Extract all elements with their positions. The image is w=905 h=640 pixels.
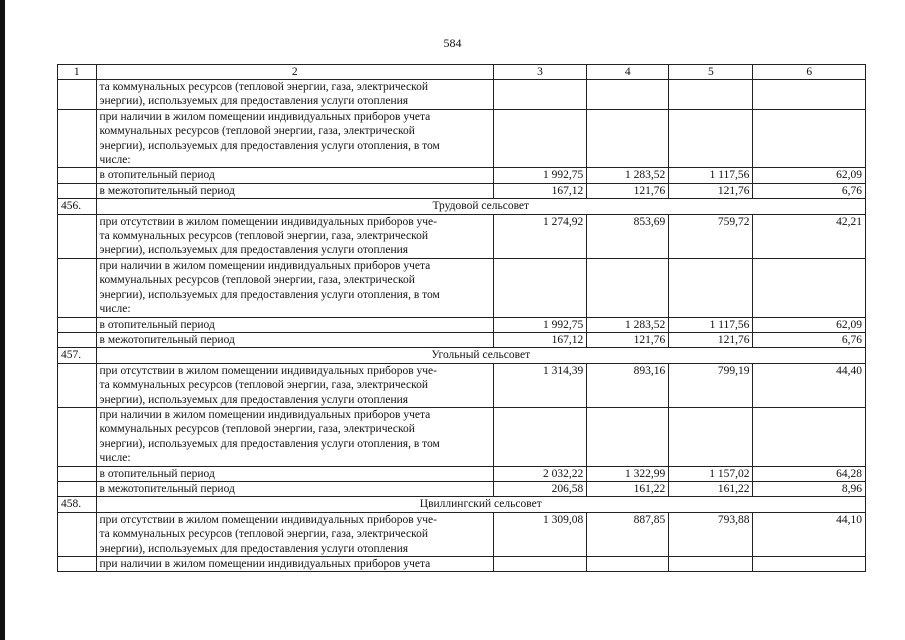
row-number-cell bbox=[58, 168, 97, 183]
value-col-3: 167,12 bbox=[493, 332, 586, 347]
value-col-4: 893,16 bbox=[587, 363, 669, 407]
value-col-6 bbox=[753, 109, 866, 168]
row-number-cell bbox=[58, 80, 97, 110]
description-line: та коммунальных ресурсов (тепловой энергии, газа, электрической bbox=[99, 230, 429, 243]
value-col-3: 1 309,08 bbox=[493, 512, 586, 556]
value-col-4 bbox=[587, 80, 669, 110]
row-number-cell bbox=[58, 317, 97, 332]
description-line: коммунальных ресурсов (тепловой энергии, газа, электрической bbox=[99, 274, 415, 287]
value-col-4: 1 322,99 bbox=[587, 466, 669, 481]
row-number-cell bbox=[58, 258, 97, 317]
row-number-cell bbox=[58, 466, 97, 481]
value-col-5 bbox=[669, 109, 753, 168]
value-col-3: 1 992,75 bbox=[493, 317, 586, 332]
table-row bbox=[58, 481, 866, 496]
section-name: Цвиллингский сельсовет bbox=[96, 497, 865, 512]
table-row bbox=[58, 332, 866, 347]
description-line: в отопительный период bbox=[99, 467, 215, 480]
description-line: энергии), используемых для предоставления услуги отопления bbox=[99, 95, 409, 108]
table-row bbox=[58, 363, 866, 407]
description-cell bbox=[96, 466, 493, 481]
description-line: та коммунальных ресурсов (тепловой энергии, газа, электрической bbox=[99, 528, 429, 541]
description-cell bbox=[96, 363, 493, 407]
description-cell bbox=[96, 183, 493, 198]
value-col-5: 121,76 bbox=[669, 332, 753, 347]
description-line: та коммунальных ресурсов (тепловой энергии, газа, электрической bbox=[99, 379, 429, 392]
value-col-3 bbox=[493, 80, 586, 110]
value-col-4: 1 283,52 bbox=[587, 168, 669, 183]
description-line: энергии), используемых для предоставления услуги отопления bbox=[99, 542, 409, 555]
value-col-6: 44,40 bbox=[753, 363, 866, 407]
value-col-3: 2 032,22 bbox=[493, 466, 586, 481]
column-header-4: 4 bbox=[587, 65, 669, 80]
value-col-6: 42,21 bbox=[753, 214, 866, 258]
section-row bbox=[58, 199, 866, 214]
value-col-5: 121,76 bbox=[669, 183, 753, 198]
page-edge-bar bbox=[0, 0, 5, 640]
value-col-6: 64,28 bbox=[753, 466, 866, 481]
value-col-4: 887,85 bbox=[587, 512, 669, 556]
description-line: энергии), используемых для предоставления услуги отопления bbox=[99, 244, 409, 257]
row-number-cell bbox=[58, 332, 97, 347]
description-cell bbox=[96, 317, 493, 332]
table-header-row bbox=[58, 65, 866, 80]
value-col-6: 8,96 bbox=[753, 481, 866, 496]
description-line: энергии), используемых для предоставления услуги отопления, в том bbox=[99, 139, 440, 152]
value-col-4: 1 283,52 bbox=[587, 317, 669, 332]
description-cell bbox=[96, 512, 493, 556]
value-col-3 bbox=[493, 407, 586, 466]
description-cell bbox=[96, 214, 493, 258]
description-line: числе: bbox=[99, 154, 131, 167]
description-line: при наличии в жилом помещении индивидуальных приборов учета bbox=[99, 110, 431, 123]
value-col-6: 62,09 bbox=[753, 317, 866, 332]
description-line: при наличии в жилом помещении индивидуальных приборов учета bbox=[99, 259, 431, 272]
description-cell bbox=[96, 481, 493, 496]
table-row bbox=[58, 168, 866, 183]
description-line: числе: bbox=[99, 452, 131, 465]
description-cell bbox=[96, 332, 493, 347]
value-col-3: 206,58 bbox=[493, 481, 586, 496]
table-row bbox=[58, 109, 866, 168]
value-col-6: 44,10 bbox=[753, 512, 866, 556]
tariff-table bbox=[57, 64, 866, 572]
value-col-5: 759,72 bbox=[669, 214, 753, 258]
description-cell bbox=[96, 557, 493, 572]
table-row bbox=[58, 183, 866, 198]
value-col-3 bbox=[493, 258, 586, 317]
value-col-6 bbox=[753, 258, 866, 317]
row-number-cell bbox=[58, 214, 97, 258]
value-col-4 bbox=[587, 109, 669, 168]
description-line: та коммунальных ресурсов (тепловой энергии, газа, электрической bbox=[99, 81, 429, 93]
description-line: энергии), используемых для предоставления услуги отопления bbox=[99, 393, 409, 406]
section-number: 458. bbox=[58, 497, 97, 512]
description-line: энергии), используемых для предоставления услуги отопления, в том bbox=[99, 288, 440, 301]
description-line: в межотопительный период bbox=[99, 482, 235, 495]
description-line: при отсутствии в жилом помещении индивидуальных приборов уче- bbox=[99, 513, 437, 526]
description-line: при отсутствии в жилом помещении индивидуальных приборов уче- bbox=[99, 215, 437, 228]
section-row bbox=[58, 497, 866, 512]
page-number: 584 bbox=[443, 36, 462, 50]
description-line: при наличии в жилом помещении индивидуальных приборов учета bbox=[99, 408, 431, 421]
value-col-3: 1 274,92 bbox=[493, 214, 586, 258]
value-col-5: 1 117,56 bbox=[669, 168, 753, 183]
description-line: в межотопительный период bbox=[99, 333, 235, 346]
column-header-5: 5 bbox=[669, 65, 753, 80]
description-line: при наличии в жилом помещении индивидуальных приборов учета bbox=[99, 558, 431, 570]
value-col-5 bbox=[669, 258, 753, 317]
value-col-3: 1 992,75 bbox=[493, 168, 586, 183]
value-col-3: 1 314,39 bbox=[493, 363, 586, 407]
description-line: в отопительный период bbox=[99, 169, 215, 182]
description-cell bbox=[96, 80, 493, 110]
description-line: коммунальных ресурсов (тепловой энергии, газа, электрической bbox=[99, 125, 415, 138]
value-col-4: 121,76 bbox=[587, 332, 669, 347]
table-row bbox=[58, 512, 866, 556]
description-line: числе: bbox=[99, 303, 131, 316]
table-row bbox=[58, 557, 866, 572]
table-row bbox=[58, 317, 866, 332]
description-cell bbox=[96, 109, 493, 168]
column-header-2: 2 bbox=[96, 65, 493, 80]
row-number-cell bbox=[58, 512, 97, 556]
section-number: 456. bbox=[58, 199, 97, 214]
row-number-cell bbox=[58, 183, 97, 198]
description-cell bbox=[96, 407, 493, 466]
section-name: Угольный сельсовет bbox=[96, 348, 865, 363]
table-row bbox=[58, 214, 866, 258]
row-number-cell bbox=[58, 407, 97, 466]
value-col-5: 799,19 bbox=[669, 363, 753, 407]
table-row bbox=[58, 258, 866, 317]
table-row bbox=[58, 407, 866, 466]
description-line: в отопительный период bbox=[99, 318, 215, 331]
value-col-5 bbox=[669, 557, 753, 572]
value-col-6: 6,76 bbox=[753, 332, 866, 347]
description-line: при отсутствии в жилом помещении индивидуальных приборов уче- bbox=[99, 364, 437, 377]
value-col-5 bbox=[669, 407, 753, 466]
value-col-6: 6,76 bbox=[753, 183, 866, 198]
description-cell bbox=[96, 168, 493, 183]
value-col-5: 161,22 bbox=[669, 481, 753, 496]
value-col-5: 793,88 bbox=[669, 512, 753, 556]
value-col-3 bbox=[493, 557, 586, 572]
value-col-4 bbox=[587, 557, 669, 572]
description-line: коммунальных ресурсов (тепловой энергии, газа, электрической bbox=[99, 423, 415, 436]
value-col-4 bbox=[587, 258, 669, 317]
row-number-cell bbox=[58, 363, 97, 407]
row-number-cell bbox=[58, 557, 97, 572]
value-col-6 bbox=[753, 407, 866, 466]
value-col-4: 853,69 bbox=[587, 214, 669, 258]
section-name: Трудовой сельсовет bbox=[96, 199, 865, 214]
value-col-6: 62,09 bbox=[753, 168, 866, 183]
value-col-3 bbox=[493, 109, 586, 168]
section-number: 457. bbox=[58, 348, 97, 363]
value-col-4: 161,22 bbox=[587, 481, 669, 496]
description-line: энергии), используемых для предоставления услуги отопления, в том bbox=[99, 437, 440, 450]
row-number-cell bbox=[58, 109, 97, 168]
row-number-cell bbox=[58, 481, 97, 496]
value-col-6 bbox=[753, 80, 866, 110]
value-col-5 bbox=[669, 80, 753, 110]
table-row bbox=[58, 466, 866, 481]
value-col-4 bbox=[587, 407, 669, 466]
tariff-table-body bbox=[58, 65, 866, 572]
description-cell bbox=[96, 258, 493, 317]
value-col-4: 121,76 bbox=[587, 183, 669, 198]
value-col-3: 167,12 bbox=[493, 183, 586, 198]
section-row bbox=[58, 348, 866, 363]
description-line: в межотопительный период bbox=[99, 184, 235, 197]
value-col-5: 1 117,56 bbox=[669, 317, 753, 332]
table-row bbox=[58, 80, 866, 110]
column-header-6: 6 bbox=[753, 65, 866, 80]
value-col-6 bbox=[753, 557, 866, 572]
column-header-1: 1 bbox=[58, 65, 97, 80]
column-header-3: 3 bbox=[493, 65, 586, 80]
value-col-5: 1 157,02 bbox=[669, 466, 753, 481]
